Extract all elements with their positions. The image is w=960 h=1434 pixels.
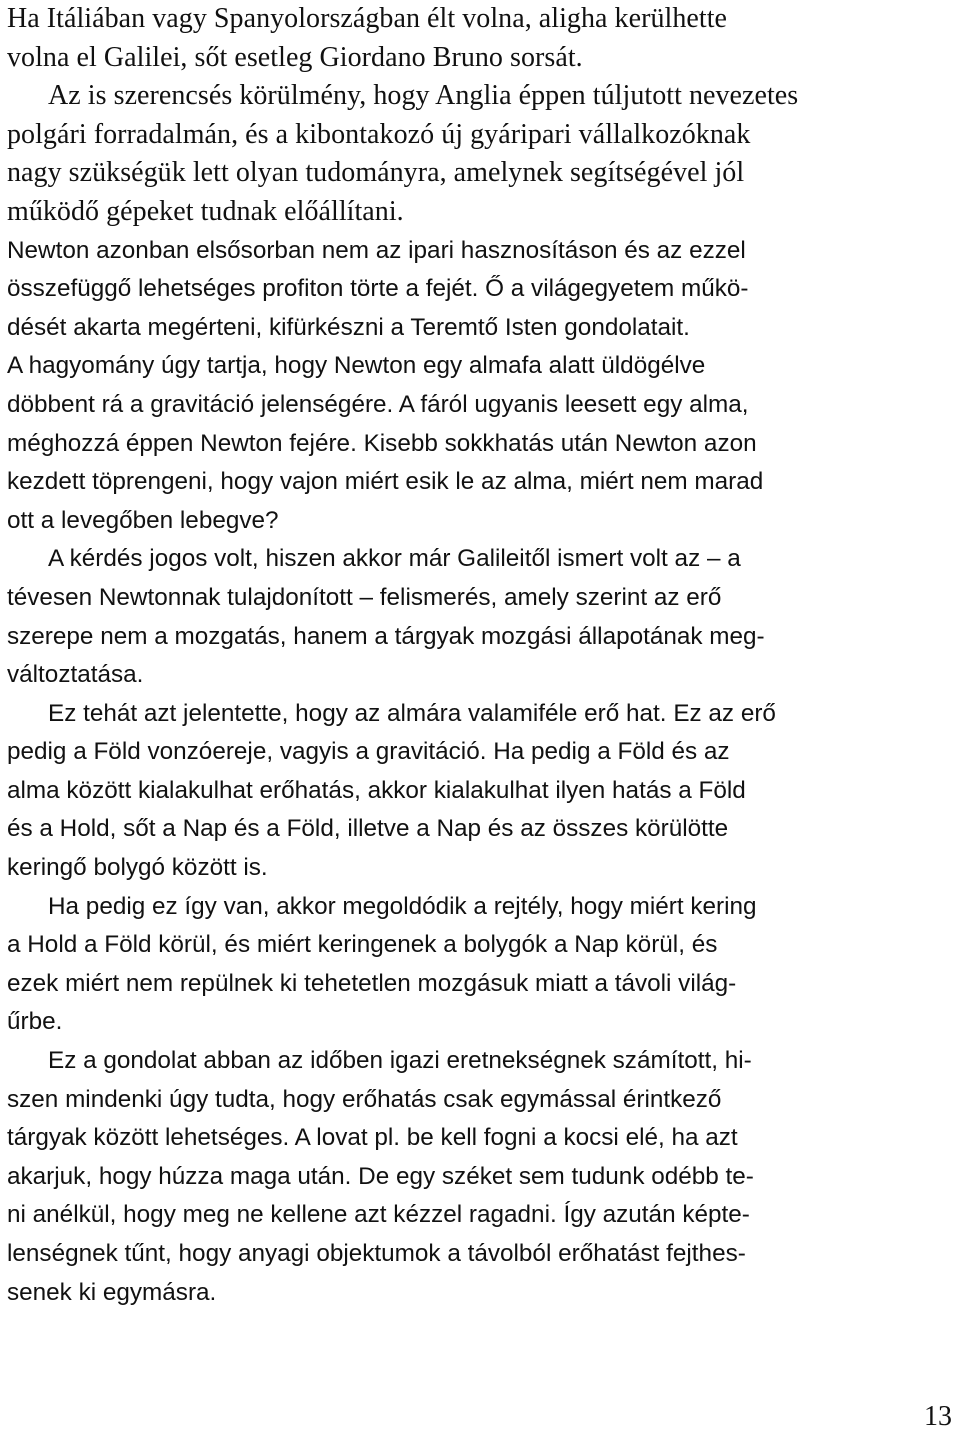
text-line: a Hold a Föld körül, és miért keringenek a bolygók a Nap körül, és [7, 931, 718, 959]
text-line: pedig a Föld vonzóereje, vagyis a gravitáció. Ha pedig a Föld és az [7, 738, 730, 766]
text-line: űrbe. [7, 1008, 63, 1036]
text-line: változtatása. [7, 661, 144, 689]
text-line: keringő bolygó között is. [7, 854, 268, 882]
body-text [7, 0, 953, 1312]
text-line: ni anélkül, hogy meg ne kellene azt kézzel ragadni. Így azután képte- [7, 1201, 750, 1229]
paragraph-5 [7, 540, 953, 694]
text-line: senek ki egymásra. [7, 1278, 217, 1306]
text-line: tárgyak között lehetséges. A lovat pl. be kell fogni a kocsi elé, ha azt [7, 1124, 738, 1152]
text-line: Newton azonban elsősorban nem az ipari hasznosításon és az ezzel [7, 236, 746, 264]
text-line: tévesen Newtonnak tulajdonított – felismerés, amely szerint az erő [7, 583, 722, 611]
text-line: Ha pedig ez így van, akkor megoldódik a rejtély, hogy miért kering [48, 892, 757, 920]
text-line: lenségnek tűnt, hogy anyagi objektumok a távolból erőhatást fejthes- [7, 1240, 746, 1267]
text-line: polgári forradalmán, és a kibontakozó új gyáripari vállalkozóknak [7, 118, 751, 150]
text-line: Ez tehát azt jelentette, hogy az almára valamiféle erő hat. Ez az erő [48, 699, 776, 727]
text-line: nagy szükségük lett olyan tudományra, amelynek segítségével jól [7, 157, 745, 189]
paragraph-8 [7, 1042, 953, 1312]
text-line: méghozzá éppen Newton fejére. Kisebb sokkhatás után Newton azon [7, 429, 757, 457]
text-line: szerepe nem a mozgatás, hanem a tárgyak mozgási állapotának meg- [7, 622, 765, 650]
paragraph-1 [7, 0, 953, 77]
text-line: volna el Galilei, sőt esetleg Giordano Bruno sorsát. [7, 41, 583, 73]
paragraph-4 [7, 347, 953, 540]
text-line: ezek miért nem repülnek ki tehetetlen mozgásuk miatt a távoli világ- [7, 969, 737, 997]
text-line: Ha Itáliában vagy Spanyolországban élt volna, aligha kerülhette [7, 3, 728, 34]
text-line: Az is szerencsés körülmény, hogy Anglia éppen túljutott nevezetes [48, 80, 799, 112]
paragraph-3 [7, 232, 953, 348]
text-line: és a Hold, sőt a Nap és a Föld, illetve a Nap és az összes körülötte [7, 815, 729, 843]
text-line: ott a levegőben lebegve? [7, 506, 279, 534]
text-line: szen mindenki úgy tudta, hogy erőhatás csak egymással érintkező [7, 1085, 722, 1113]
text-line: döbbent rá a gravitáció jelenségére. A fáról ugyanis leesett egy alma, [7, 390, 749, 418]
text-line: dését akarta megérteni, kifürkészni a Teremtő Isten gondolatait. [7, 313, 690, 341]
paragraph-2 [7, 77, 953, 231]
text-line: működő gépeket tudnak előállítani. [7, 195, 404, 227]
paragraph-6 [7, 695, 953, 888]
paragraph-7 [7, 888, 953, 1042]
text-line: alma között kialakulhat erőhatás, akkor kialakulhat ilyen hatás a Föld [7, 776, 746, 804]
text-line: összefüggő lehetséges profiton törte a fejét. Ő a világegyetem műkö- [7, 275, 749, 303]
text-line: akarjuk, hogy húzza maga után. De egy széket sem tudunk odébb te- [7, 1162, 754, 1190]
text-line: A kérdés jogos volt, hiszen akkor már Galileitől ismert volt az – a [48, 545, 741, 573]
text-line: Ez a gondolat abban az időben igazi eretnekségnek számított, hi- [48, 1047, 752, 1075]
text-line: kezdett töprengeni, hogy vajon miért esik le az alma, miért nem marad [7, 468, 764, 496]
page-number: 13 [924, 1401, 952, 1432]
text-line: A hagyomány úgy tartja, hogy Newton egy almafa alatt üldögélve [7, 352, 706, 380]
